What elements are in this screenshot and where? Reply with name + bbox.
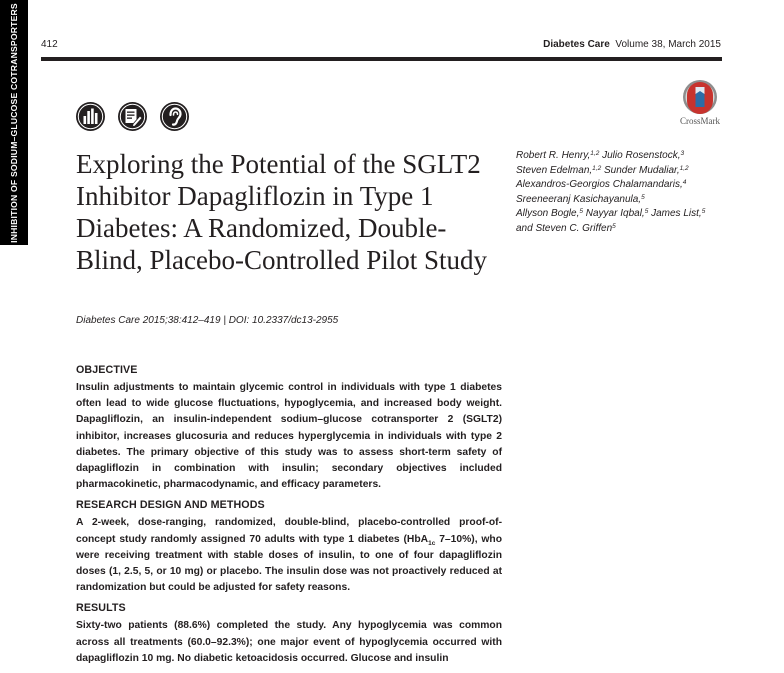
crossmark-icon (677, 79, 723, 115)
article-title: Exploring the Potential of the SGLT2 Inhibitor Dapagliflozin in Type 1 Diabetes: A Randomized, Double-Blind, Placebo-Controlled Pilot Study (76, 149, 487, 275)
author-affiliation: 3 (680, 150, 685, 157)
methods-heading: RESEARCH DESIGN AND METHODS (76, 499, 265, 512)
author-affiliation: 5 (579, 208, 583, 216)
section-tab (0, 0, 28, 245)
article-citation: Diabetes Care 2015;38:412–419 | DOI: 10.2337/dc13-2955 (76, 315, 339, 326)
results-text: Sixty-two patients (88.6%) completed the study. Any hypoglycemia was common across all treatments (60.0–92.3%); one major event of hypoglycemia occurred with dapagliflozin 10 mg. No diabetic ketoacidosis occurred. Glucose and insulin (76, 620, 502, 664)
journal-header (543, 39, 721, 50)
author-affiliation: 5 (644, 208, 649, 216)
author: Nayyar Iqbal, (583, 208, 645, 220)
journal-issue: Volume 38, March 2015 (615, 39, 721, 50)
methods-text (76, 515, 502, 596)
methods-text-part: 7–10%), who were receiving treatment with stable doses of insulin, to one of four dapagliflozin doses (1, 2.5, 5, or 10 mg) or placebo. The insulin dose was not proactively reduced at randomization but could be adjusted for safety reasons. (76, 533, 502, 594)
results-heading: RESULTS (76, 602, 126, 615)
author: Julio Rosenstock, (599, 150, 681, 161)
author: Alexandros-Georgios Chalamandaris, (516, 179, 683, 191)
page-number: 412 (41, 39, 58, 50)
author: Robert R. Henry, (516, 150, 591, 161)
author-affiliation: 1,2 (592, 164, 602, 172)
crossmark-badge[interactable] (677, 79, 723, 126)
header-rule (41, 57, 722, 61)
author: Sreeneeranj Kasichayanula, (516, 193, 642, 205)
journal-name: Diabetes Care (543, 39, 610, 50)
section-tab-label: INHIBITION OF SODIUM–GLUCOSE COTRANSPORTERS (9, 2, 19, 243)
abstract (76, 364, 502, 673)
author: Allyson Bogle, (516, 208, 580, 220)
crossmark-label: CrossMark (680, 116, 720, 126)
data-supplement-icon[interactable] (76, 102, 105, 131)
author-affiliation: 1,2 (679, 164, 689, 172)
audio-ear-icon[interactable] (160, 102, 189, 131)
article-edit-icon[interactable] (118, 102, 147, 131)
objective-text: Insulin adjustments to maintain glycemic control in individuals with type 1 diabetes often lead to wide glucose fluctuations, hypoglycemia, and increased body weight. Dapagliflozin, an insulin-independent sodium–glucose cotransporter 2 (SGLT2) inhibitor, increases glucosuria and reduces hyperglycemia in individuals with type 2 diabetes. The primary objective of this study was to assess short-term safety of dapagliflozin in combination with insulin; secondary objectives included pharmacokinetic, pharmacodynamic, and efficacy parameters. (76, 382, 502, 491)
author: and Steven C. Griffen (516, 222, 613, 234)
author-affiliation: 4 (682, 179, 687, 187)
author-affiliation: 1,2 (590, 150, 600, 157)
author-affiliation: 5 (701, 208, 706, 216)
author-affiliation: 5 (612, 222, 616, 230)
author: Steven Edelman, (516, 164, 593, 176)
objective-heading: OBJECTIVE (76, 364, 138, 376)
methods-text-part: A 2-week, dose-ranging, randomized, double-blind, placebo-controlled proof-of-concept study randomly assigned 70 adults with type 1 diabetes (HbA (76, 517, 502, 545)
author-list (516, 149, 731, 237)
author: Sunder Mudaliar, (601, 164, 680, 176)
author: James List, (648, 208, 702, 220)
hba1c-subscript: 1c (428, 539, 436, 547)
author-affiliation: 5 (641, 193, 645, 201)
